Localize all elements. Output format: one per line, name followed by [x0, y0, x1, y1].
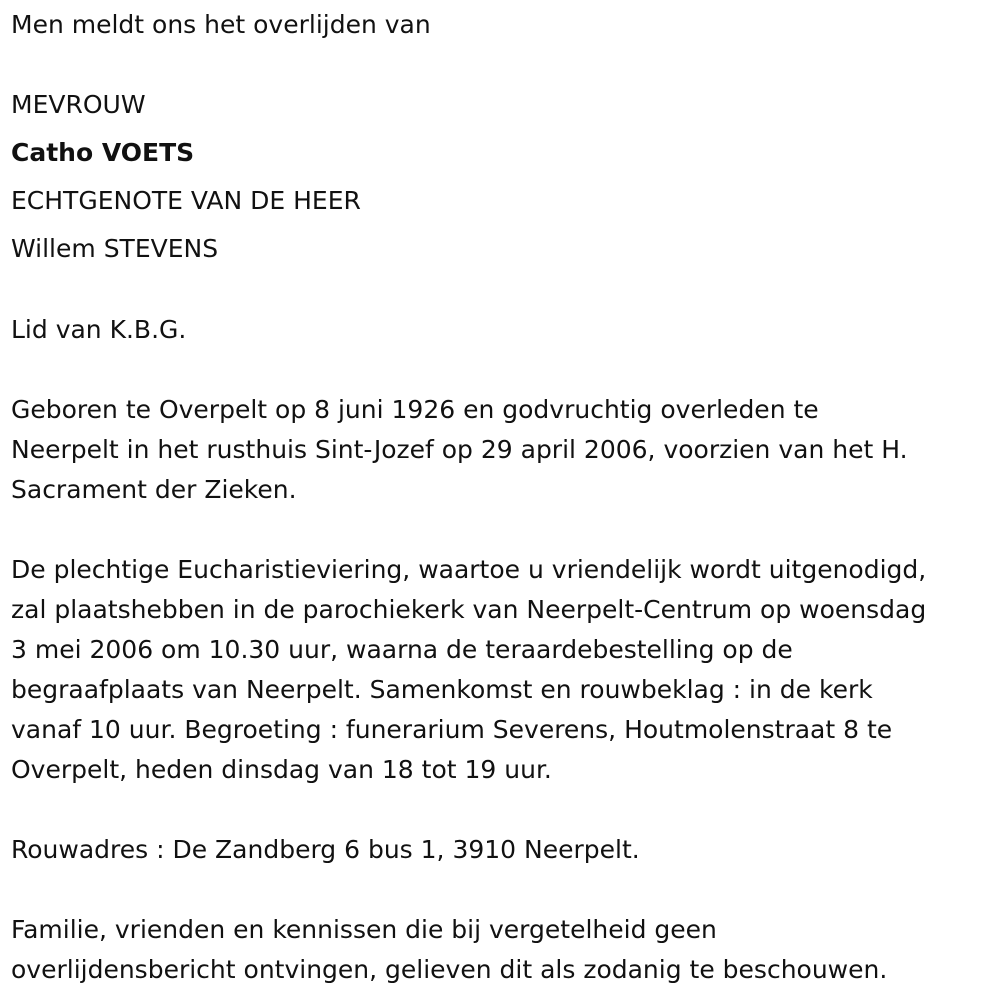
- spouse-label: ECHTGENOTE VAN DE HEER: [11, 186, 361, 215]
- intro-text: Men meldt ons het overlijden van: [11, 10, 431, 39]
- paragraph-line: Overpelt, heden dinsdag van 18 tot 19 uur.: [11, 755, 552, 784]
- paragraph-line: overlijdensbericht ontvingen, gelieven dit als zodanig te beschouwen.: [11, 955, 888, 984]
- paragraph-line: 3 mei 2006 om 10.30 uur, waarna de teraardebestelling op de: [11, 635, 793, 664]
- ceremony-paragraph: [11, 550, 996, 790]
- paragraph-line: vanaf 10 uur. Begroeting : funerarium Severens, Houtmolenstraat 8 te: [11, 715, 893, 744]
- paragraph-line: Neerpelt in het rusthuis Sint-Jozef op 29 april 2006, voorzien van het H.: [11, 435, 908, 464]
- paragraph-line: Familie, vrienden en kennissen die bij vergetelheid geen: [11, 915, 717, 944]
- honorific-title: MEVROUW: [11, 90, 146, 119]
- paragraph-line: Sacrament der Zieken.: [11, 475, 297, 504]
- paragraph-line: begraafplaats van Neerpelt. Samenkomst en rouwbeklag : in de kerk: [11, 675, 873, 704]
- paragraph-line: De plechtige Eucharistieviering, waartoe u vriendelijk wordt uitgenodigd,: [11, 555, 927, 584]
- paragraph-line: zal plaatshebben in de parochiekerk van Neerpelt-Centrum op woensdag: [11, 595, 927, 624]
- closing-paragraph: [11, 910, 996, 990]
- mourning-address: Rouwadres : De Zandberg 6 bus 1, 3910 Neerpelt.: [11, 835, 640, 864]
- membership-text: Lid van K.B.G.: [11, 315, 187, 344]
- deceased-name: Catho VOETS: [11, 138, 195, 167]
- birth-death-paragraph: [11, 390, 996, 510]
- paragraph-line: Geboren te Overpelt op 8 juni 1926 en godvruchtig overleden te: [11, 395, 819, 424]
- spouse-name: Willem STEVENS: [11, 234, 219, 263]
